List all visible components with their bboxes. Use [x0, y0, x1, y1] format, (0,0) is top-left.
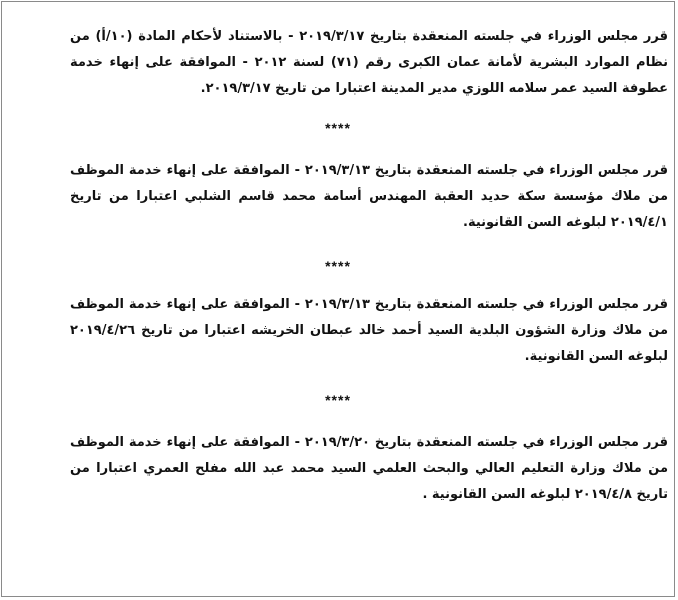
separator-1: **** — [325, 120, 351, 136]
decision-paragraph-2: قرر مجلس الوزراء في جلسته المنعقدة بتاريخ ٢٠١٩/٣/١٣ - الموافقة على إنهاء خدمة الموظف من ملاك مؤسسة سكة حديد العقبة المهندس أسامة محمد قاسم الشلبي اعتبارا من تاريخ ٢٠١٩/٤/١ لبلوغه السن القانونية. — [70, 163, 668, 230]
decision-paragraph-4: قرر مجلس الوزراء في جلسته المنعقدة بتاريخ ٢٠١٩/٣/٢٠ - الموافقة على إنهاء خدمة الموظف من ملاك وزارة التعليم العالي والبحث العلمي السيد محمد عبد الله مفلح العمري اعتبارا من تاريخ ٢٠١٩/٤/٨ لبلوغه السن القانونية . — [70, 435, 668, 502]
decision-paragraph-1: قرر مجلس الوزراء في جلسته المنعقدة بتاريخ ٢٠١٩/٣/١٧ - بالاستناد لأحكام المادة (١٠/أ) من نظام الموارد البشرية لأمانة عمان الكبرى رقم (٧١) لسنة ٢٠١٢ - الموافقة على إنهاء خدمة عطوفة السيد عمر سلامه اللوزي مدير المدينة اعتبارا من تاريخ ٢٠١٩/٣/١٧. — [70, 29, 668, 96]
separator-2: **** — [325, 258, 351, 274]
document-page — [1, 1, 675, 597]
decision-paragraph-3: قرر مجلس الوزراء في جلسته المنعقدة بتاريخ ٢٠١٩/٣/١٣ - الموافقة على إنهاء خدمة الموظف من ملاك وزارة الشؤون البلدية السيد أحمد خالد عبطان الخريشه اعتبارا من تاريخ ٢٠١٩/٤/٢٦ لبلوغه السن القانونية. — [70, 297, 668, 364]
separator-3: **** — [325, 392, 351, 408]
